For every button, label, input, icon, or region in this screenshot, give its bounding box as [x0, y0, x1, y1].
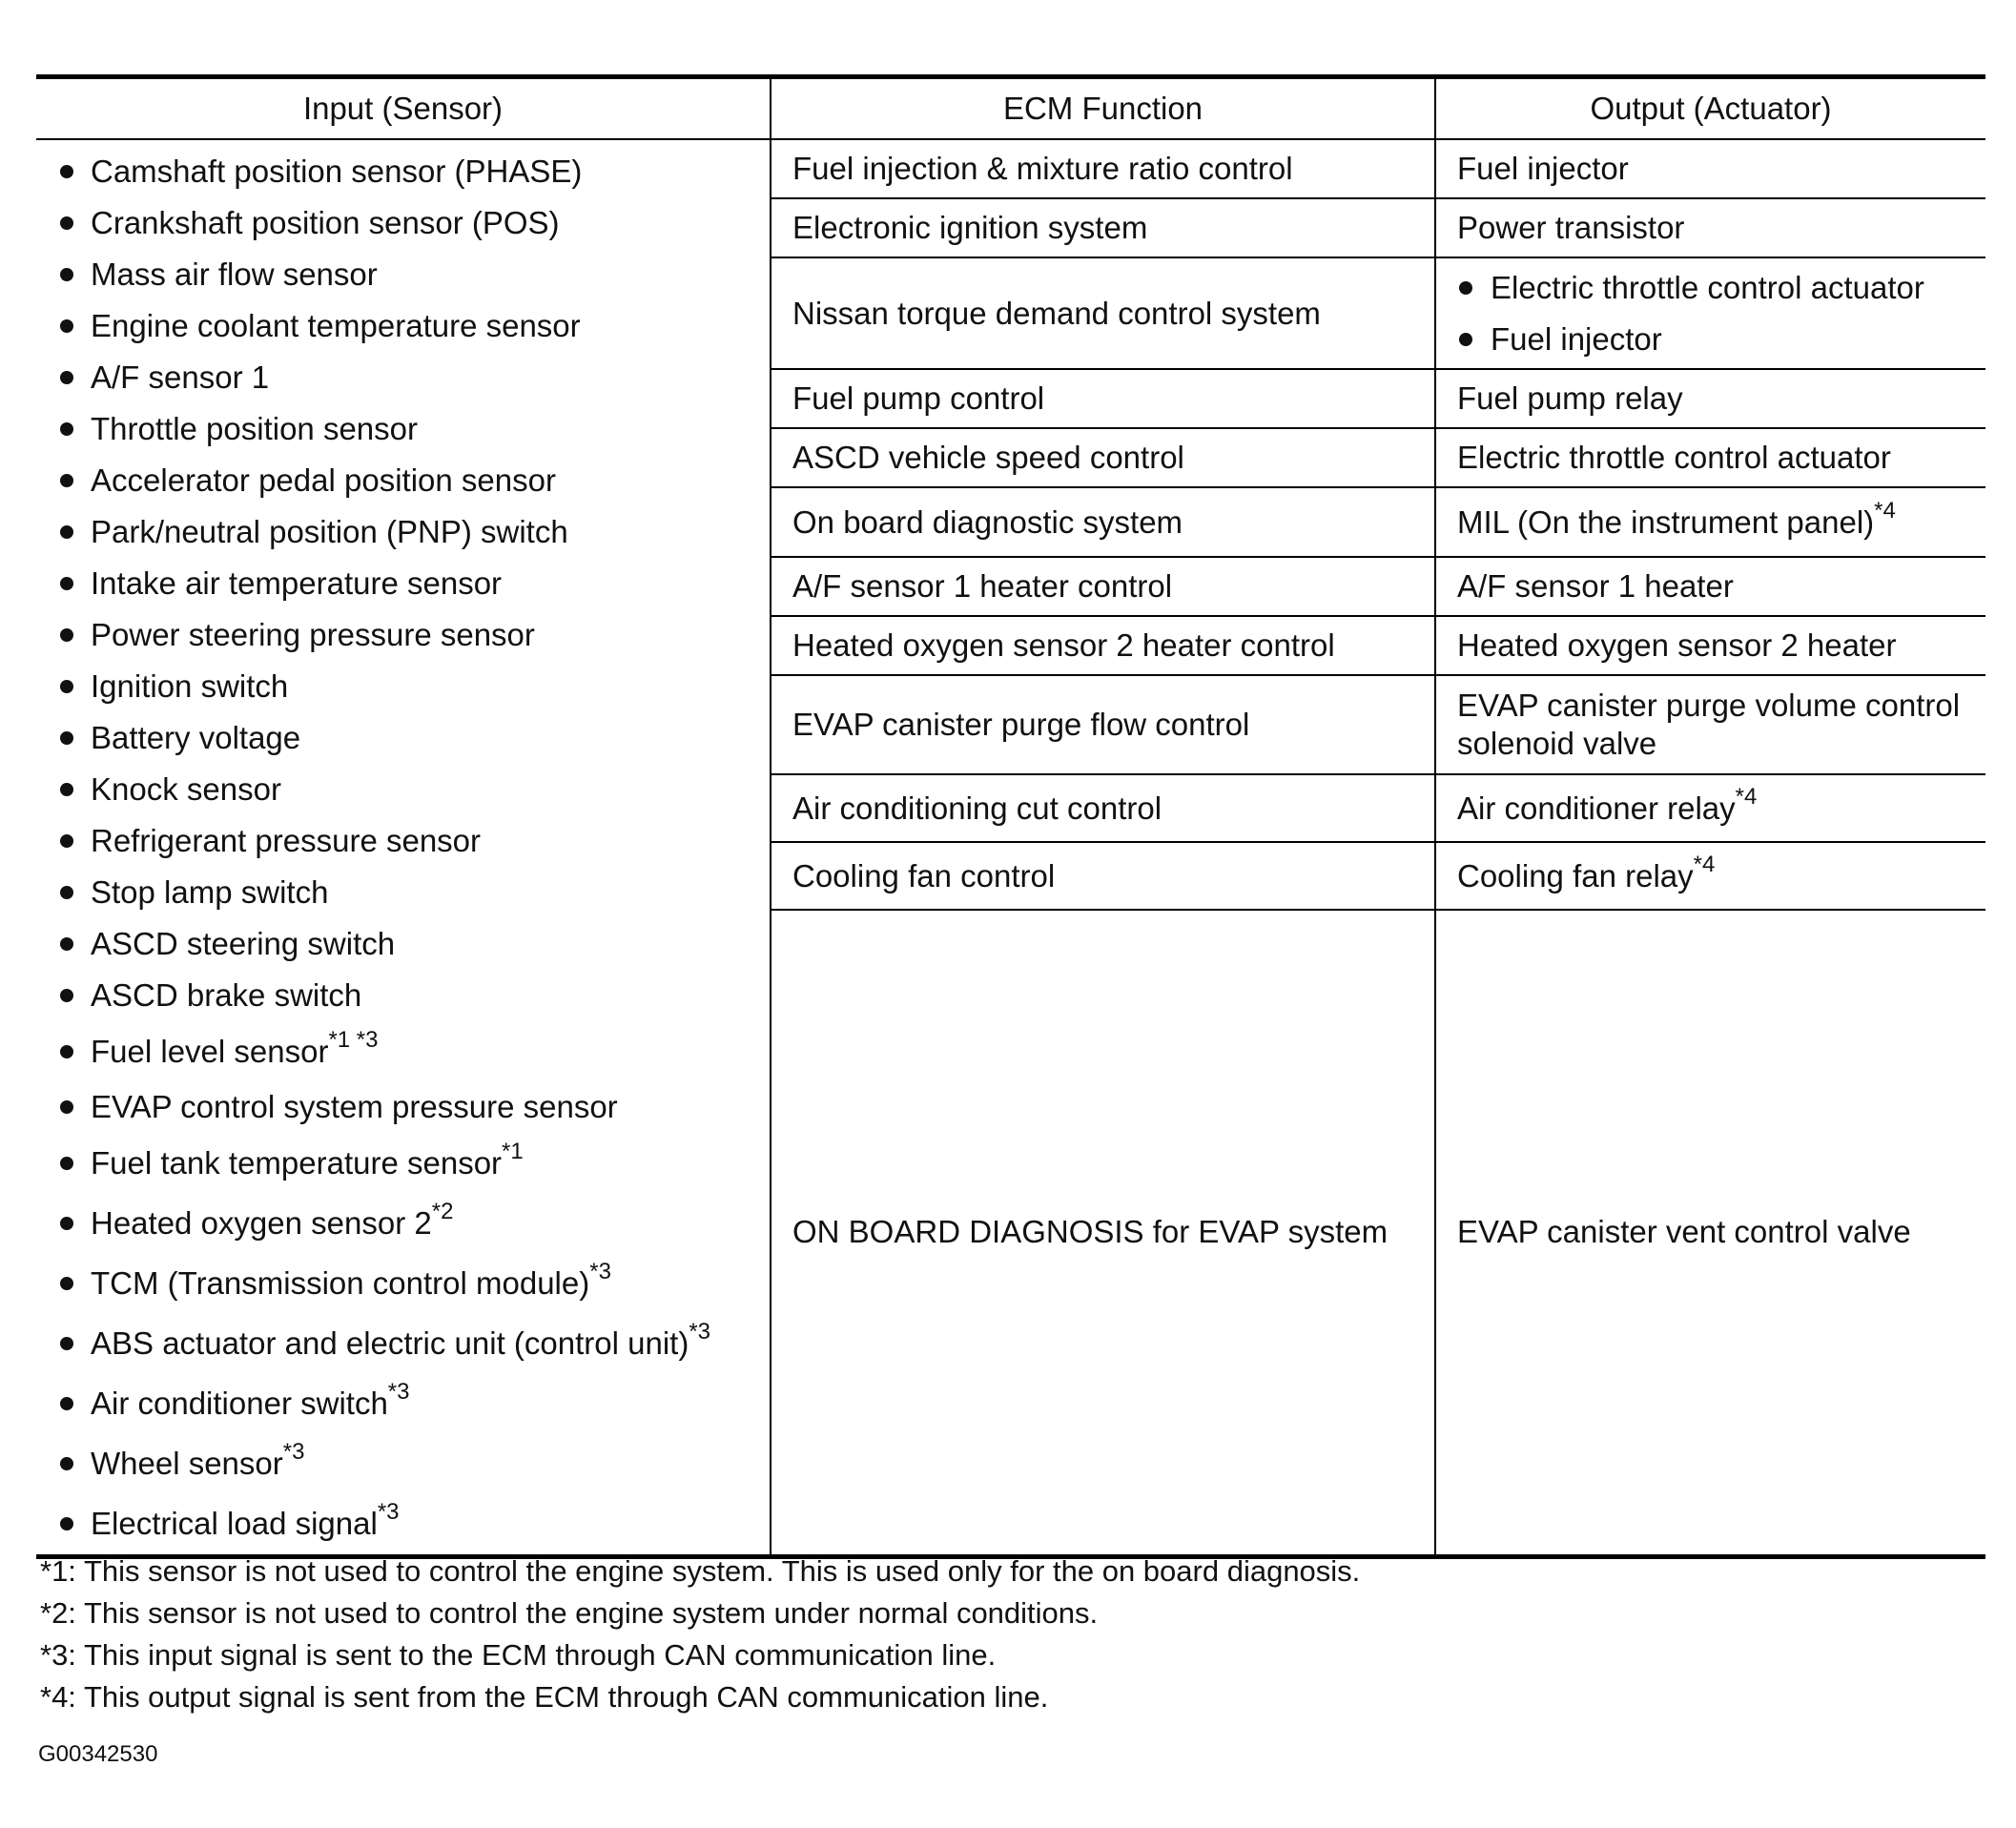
list-item: Mass air flow sensor — [36, 249, 770, 300]
ecm-function-cell: Electronic ignition system — [771, 198, 1435, 257]
output-actuator-cell: Power transistor — [1435, 198, 1985, 257]
list-item: Fuel injector — [1457, 314, 1985, 365]
bullet-icon — [60, 577, 73, 590]
bullet-icon — [60, 165, 73, 178]
ecm-function-cell: Fuel pump control — [771, 369, 1435, 428]
bullet-icon — [60, 1157, 73, 1170]
list-item: Park/neutral position (PNP) switch — [36, 506, 770, 558]
table-row — [36, 139, 1985, 198]
bullet-icon — [60, 628, 73, 642]
bullet-icon — [60, 525, 73, 539]
bullet-icon — [60, 1277, 73, 1290]
bullet-icon — [60, 371, 73, 384]
list-item: Throttle position sensor — [36, 403, 770, 455]
footnote-ref: *2 — [431, 1199, 454, 1224]
bullet-icon — [60, 216, 73, 230]
output-actuator-cell: A/F sensor 1 heater — [1435, 557, 1985, 616]
footnote-ref: *3 — [377, 1499, 400, 1525]
footnote-ref: *3 — [387, 1379, 410, 1405]
footnote-ref: *4 — [1735, 783, 1758, 810]
footnote-3: *3: This input signal is sent to the ECM through CAN communication line. — [40, 1638, 997, 1672]
bullet-icon — [60, 937, 73, 951]
list-item: Electric throttle control actuator — [1457, 262, 1985, 314]
ecm-function-cell: On board diagnostic system — [771, 487, 1435, 557]
footnote-ref: *4 — [1874, 497, 1896, 524]
footnote-1: *1: This sensor is not used to control the engine system. This is used only for the on board diagnosis. — [40, 1554, 1361, 1588]
bullet-icon — [60, 1217, 73, 1230]
table-header-row — [36, 77, 1985, 140]
header-input-sensor: Input (Sensor) — [36, 77, 771, 140]
footnote-ref: *3 — [589, 1259, 611, 1284]
bullet-icon — [60, 1517, 73, 1530]
output-actuator-cell: Air conditioner relay$^{*4}$ — [1435, 774, 1985, 842]
document — [36, 0, 1985, 1828]
footnote-ref: *3 — [689, 1319, 710, 1345]
footnote-4: *4: This output signal is sent from the ECM through CAN communication line. — [40, 1680, 1049, 1714]
bullet-icon — [60, 989, 73, 1002]
header-output-actuator: Output (Actuator) — [1435, 77, 1985, 140]
list-item: ASCD steering switch — [36, 918, 770, 970]
bullet-icon — [60, 1337, 73, 1350]
input-sensor-cell — [36, 139, 771, 1556]
bullet-icon — [60, 1397, 73, 1410]
footnote-ref: *3 — [282, 1439, 305, 1465]
output-actuator-cell: Fuel pump relay — [1435, 369, 1985, 428]
list-item: ASCD brake switch — [36, 970, 770, 1021]
ecm-function-cell: A/F sensor 1 heater control — [771, 557, 1435, 616]
list-item: Electrical load signal$^{*3}$ — [36, 1493, 770, 1553]
bullet-icon — [60, 680, 73, 693]
ecm-function-cell: EVAP canister purge flow control — [771, 675, 1435, 774]
output-actuator-cell: EVAP canister vent control valve — [1457, 1214, 1911, 1250]
list-item: Intake air temperature sensor — [36, 558, 770, 609]
bullet-icon — [60, 422, 73, 436]
bullet-icon — [60, 474, 73, 487]
footnote-ref: *4 — [1693, 851, 1716, 877]
list-item: Ignition switch — [36, 661, 770, 712]
list-item: Accelerator pedal position sensor — [36, 455, 770, 506]
footnote-2: *2: This sensor is not used to control the engine system under normal conditions. — [40, 1596, 1099, 1630]
bullet-icon — [60, 1045, 73, 1058]
list-item: A/F sensor 1 — [36, 352, 770, 403]
bullet-icon — [60, 1100, 73, 1114]
list-item: Knock sensor — [36, 764, 770, 815]
figure-id: G00342530 — [38, 1741, 158, 1767]
list-item: Engine coolant temperature sensor — [36, 300, 770, 352]
ecm-function-cell: ASCD vehicle speed control — [771, 428, 1435, 487]
bullet-icon — [60, 834, 73, 848]
output-actuator-cell: Electric throttle control actuator — [1435, 428, 1985, 487]
list-item: Stop lamp switch — [36, 867, 770, 918]
output-actuator-cell: EVAP canister purge volume control solenoid valve — [1435, 675, 1985, 774]
list-item: Wheel sensor$^{*3}$ — [36, 1433, 770, 1493]
list-item: Air conditioner switch$^{*3}$ — [36, 1373, 770, 1433]
list-item: Battery voltage — [36, 712, 770, 764]
footnote-ref: *1 *3 — [328, 1027, 379, 1053]
ecm-function-cell: Air conditioning cut control — [771, 774, 1435, 842]
output-actuator-cell: Cooling fan relay$^{*4}$ — [1435, 842, 1985, 910]
output-actuator-cell — [1435, 257, 1985, 369]
bullet-icon — [1459, 281, 1472, 295]
list-item: Heated oxygen sensor 2$^{*2}$ — [36, 1193, 770, 1253]
input-sensor-list — [36, 146, 770, 1553]
list-item: Refrigerant pressure sensor — [36, 815, 770, 867]
footnote-ref: *1 — [502, 1139, 524, 1164]
bullet-icon — [60, 1457, 73, 1470]
bullet-icon — [60, 319, 73, 333]
list-item: Camshaft position sensor (PHASE) — [36, 146, 770, 197]
ecm-function-cell: Heated oxygen sensor 2 heater control — [771, 616, 1435, 675]
ecm-function-cell: Cooling fan control — [771, 842, 1435, 910]
list-item: EVAP control system pressure sensor — [36, 1081, 770, 1133]
header-ecm-function: ECM Function — [771, 77, 1435, 140]
bullet-icon — [60, 268, 73, 281]
list-item: ABS actuator and electric unit (control unit)$^{*3}$ — [36, 1313, 770, 1373]
list-item: TCM (Transmission control module)$^{*3}$ — [36, 1253, 770, 1313]
ecm-function-cell: Fuel injection & mixture ratio control — [771, 139, 1435, 198]
bullet-icon — [1459, 333, 1472, 346]
list-item: Fuel tank temperature sensor$^{*1}$ — [36, 1133, 770, 1193]
output-actuator-cell: MIL (On the instrument panel)$^{*4}$ — [1435, 487, 1985, 557]
output-actuator-list — [1457, 262, 1985, 365]
output-actuator-cell: Heated oxygen sensor 2 heater — [1435, 616, 1985, 675]
ecm-function-cell: ON BOARD DIAGNOSIS for EVAP system — [771, 910, 1435, 1556]
bullet-icon — [60, 886, 73, 899]
bullet-icon — [60, 731, 73, 745]
list-item: Crankshaft position sensor (POS) — [36, 197, 770, 249]
output-actuator-cell: Fuel injector — [1435, 139, 1985, 198]
list-item: Fuel level sensor$^{*1 *3}$ — [36, 1021, 770, 1081]
bullet-icon — [60, 783, 73, 796]
list-item: Power steering pressure sensor — [36, 609, 770, 661]
ecm-function-cell: Nissan torque demand control system — [771, 257, 1435, 369]
footnotes — [40, 1551, 1360, 1718]
ecm-io-table — [36, 74, 1985, 1559]
